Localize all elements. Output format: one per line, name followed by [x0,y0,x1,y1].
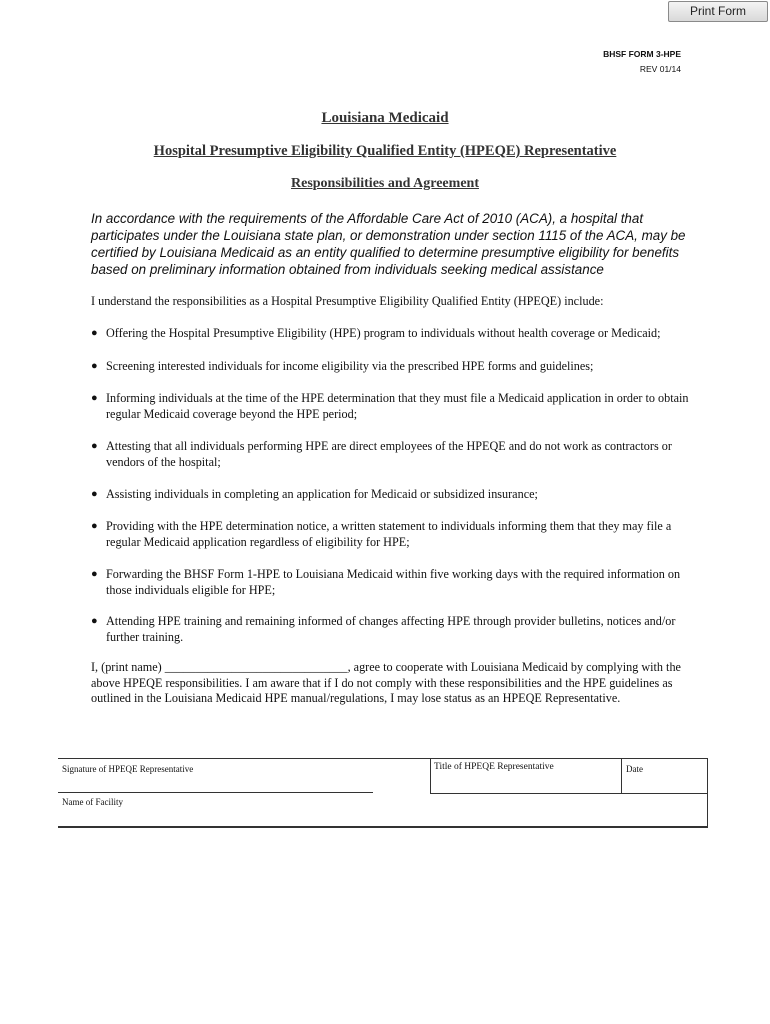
intro-paragraph: In accordance with the requirements of the Affordable Care Act of 2010 (ACA), a hospital that participates under the Louisiana state plan, or demonstration under section 1115 of the ACA, may be certified by Louisiana Medicaid as an entity qualified to determine presumptive eligibility for benefits based on preliminary information obtained from individuals seeking medical assistance [91,211,686,277]
list-item [91,439,691,470]
print-form-button[interactable]: Print Form [668,1,768,22]
list-item-text: Attending HPE training and remaining informed of changes affecting HPE through provider bulletins, notices and/or further training. [106,614,676,644]
list-item [91,326,691,342]
list-item-text: Assisting individuals in completing an application for Medicaid or subsidized insurance; [106,487,538,501]
page-subtitle: Hospital Presumptive Eligibility Qualified Entity (HPEQE) Representative [153,143,617,159]
list-item-text: Screening interested individuals for income eligibility via the prescribed HPE forms and guidelines; [106,359,594,373]
bullet-icon: ● [91,568,98,580]
date-field-label: Date [626,764,643,774]
signature-field-label: Signature of HPEQE Representative [62,764,194,774]
list-item-text: Offering the Hospital Presumptive Eligibility (HPE) program to individuals without health coverage or Medicaid; [106,326,661,340]
list-item-text: Providing with the HPE determination notice, a written statement to individuals informing them that they may file a regular Medicaid application regardless of eligibility for HPE; [106,519,672,549]
title-field-label: Title of HPEQE Representative [434,762,554,772]
list-item-text: Informing individuals at the time of the HPE determination that they must file a Medicaid application in order to obtain regular Medicaid coverage beyond the HPE period; [106,391,689,421]
facility-field-label: Name of Facility [62,797,123,807]
column-divider [430,759,431,794]
list-item [91,614,691,645]
signature-table [58,758,708,828]
list-item [91,567,691,598]
list-item-text: Forwarding the BHSF Form 1-HPE to Louisiana Medicaid within five working days with the required information on those individuals eligible for HPE; [106,567,681,597]
responsibilities-lead: I understand the responsibilities as a Hospital Presumptive Eligibility Qualified Entity (HPEQE) include: [91,294,604,308]
list-item-text: Attesting that all individuals performing HPE are direct employees of the HPEQE and do not work as contractors or vendors of the hospital; [106,439,672,469]
bullet-icon: ● [91,327,98,339]
row-divider [430,793,707,794]
list-item [91,391,691,422]
list-item [91,519,691,550]
page-title: Louisiana Medicaid [321,110,449,126]
form-revision: REV 01/14 [639,64,681,74]
column-divider [621,759,622,794]
list-item [91,359,691,375]
bullet-icon: ● [91,392,98,404]
section-heading: Responsibilities and Agreement [291,176,479,191]
form-code: BHSF FORM 3-HPE [603,49,681,59]
agreement-paragraph: I, (print name) ______________________________, agree to cooperate with Louisiana Medicaid by complying with the above HPEQE responsibilities. I am aware that if I do not comply with these responsibilities and the HPE guidelines as outlined in the Louisiana Medicaid HPE manual/regulations, I may lose status as an HPEQE Representative. [91,660,681,705]
bullet-icon: ● [91,440,98,452]
list-item [91,487,691,503]
bullet-icon: ● [91,520,98,532]
signature-underline [58,792,373,793]
bullet-icon: ● [91,488,98,500]
bullet-icon: ● [91,615,98,627]
bullet-icon: ● [91,360,98,372]
